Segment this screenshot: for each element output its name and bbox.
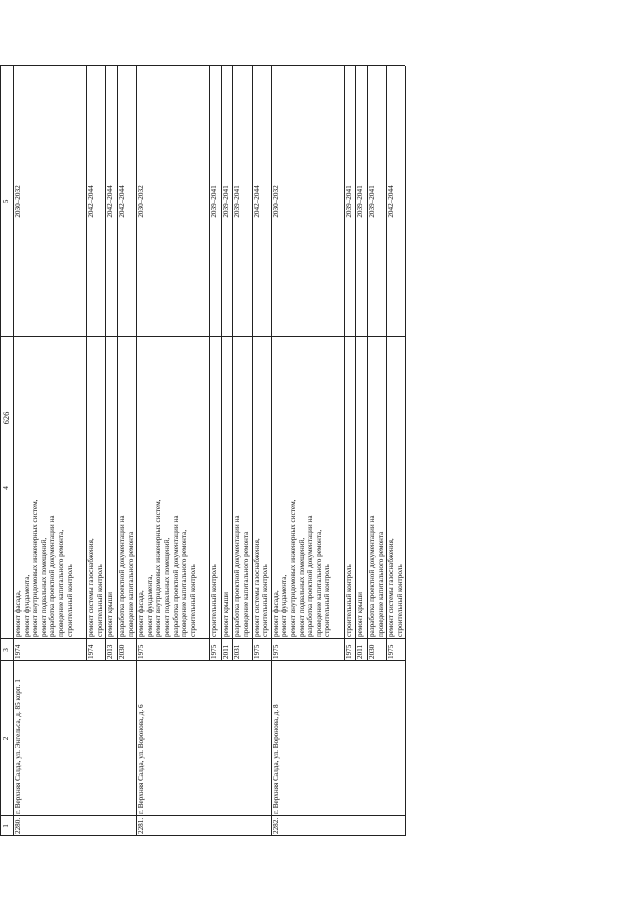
build-year: 1974 [87, 644, 96, 659]
work-item: ремонт подвальных помещений, [39, 537, 48, 637]
period: 2030–2032 [271, 185, 280, 218]
work-item: строительный контроль [395, 564, 404, 637]
row-address: г. Верхняя Салда, ул. Энгельса, д. 85 корп. 1 [14, 679, 22, 814]
period: 2042–2044 [117, 185, 126, 218]
work-item: ремонт фундамента, [145, 574, 154, 637]
period: 2039–2041 [233, 185, 242, 218]
work-item: ремонт крыши [106, 591, 115, 637]
work-item: ремонт фундамента, [22, 574, 31, 637]
work-item: проведение капитального ремонта [126, 531, 135, 637]
period: 2042–2044 [252, 185, 261, 218]
build-year: 2013 [106, 644, 115, 659]
work-item: проведение капитального ремонта [241, 531, 250, 637]
work-item: ремонт внутридомовых инженерных систем, [154, 499, 163, 637]
work-item: ремонт внутридомовых инженерных систем, [31, 499, 40, 637]
build-year: 1975 [137, 644, 146, 659]
work-item: разработка проектной документации на [233, 515, 242, 637]
work-item: строительный контроль [344, 564, 353, 637]
build-year: 2031 [233, 644, 242, 659]
build-year: 1975 [344, 644, 353, 659]
build-year: 2030 [117, 644, 126, 659]
period: 2042–2044 [387, 185, 396, 218]
period: 2030–2032 [14, 185, 22, 218]
period: 2039–2041 [221, 185, 230, 218]
work-item: разработка проектной документации на [367, 515, 376, 637]
work-item: строительный контроль [261, 564, 270, 637]
work-item: строительный контроль [188, 564, 197, 637]
work-item: строительный контроль [65, 564, 74, 637]
row-number: 2280. [14, 817, 22, 834]
row-number: 2282. [271, 817, 280, 834]
build-year: 2011 [221, 644, 230, 659]
work-item: строительный контроль [323, 564, 332, 637]
work-item: ремонт внутридомовых инженерных систем, [288, 499, 297, 637]
build-year: 1974 [14, 644, 22, 659]
header-col-3: 3 [2, 648, 10, 652]
work-item: ремонт системы газоснабжения, [252, 538, 261, 637]
work-item: проведение капитального ремонта [376, 531, 385, 637]
header-col-5: 5 [2, 199, 10, 204]
build-year: 1975 [387, 644, 396, 659]
row-number: 2281. [137, 817, 146, 834]
row-address: г. Верхняя Салда, ул. Воронова, д. 6 [137, 704, 146, 814]
build-year: 2011 [356, 644, 365, 659]
header-col-1: 1 [2, 824, 10, 828]
build-year: 1975 [252, 644, 261, 659]
build-year: 2030 [367, 644, 376, 659]
work-item: ремонт подвальных помещений, [162, 537, 171, 637]
work-item: строительный контроль [95, 564, 104, 637]
work-item: ремонт крыши [356, 591, 365, 637]
work-item: разработка проектной документации на [171, 515, 180, 637]
period: 2030–2032 [137, 185, 146, 218]
header-col-2: 2 [2, 736, 10, 741]
build-year: 1975 [271, 644, 280, 659]
header-col-4: 4 [2, 486, 10, 490]
work-item: ремонт фундамента, [280, 574, 289, 637]
work-item: проведение капитального ремонта, [314, 529, 323, 637]
work-item: ремонт системы газоснабжения, [87, 538, 96, 637]
registry-table [0, 66, 470, 836]
work-item: ремонт фасада, [137, 590, 146, 637]
work-item: разработка проектной документации на [117, 515, 126, 637]
work-item: ремонт системы газоснабжения, [387, 538, 396, 637]
page-number: 626 [1, 411, 11, 425]
work-item: проведение капитального ремонта, [57, 529, 65, 637]
work-item: ремонт крыши [221, 591, 230, 637]
build-year: 1975 [210, 644, 219, 659]
period: 2042–2044 [106, 185, 115, 218]
period: 2039–2041 [356, 185, 365, 218]
work-item: ремонт фасада, [271, 590, 280, 637]
period: 2042–2044 [87, 185, 96, 218]
work-item: разработка проектной документации на [48, 515, 57, 637]
row-address: г. Верхняя Салда, ул. Воронова, д. 8 [271, 704, 280, 814]
work-item: строительный контроль [210, 564, 219, 637]
work-item: проведение капитального ремонта, [180, 529, 189, 637]
period: 2039–2041 [344, 185, 353, 218]
work-item: ремонт подвальных помещений, [297, 537, 306, 637]
period: 2039–2041 [210, 185, 219, 218]
period: 2039–2041 [367, 185, 376, 218]
work-item: ремонт фасада, [14, 590, 22, 637]
work-item: разработка проектной документации на [306, 515, 315, 637]
